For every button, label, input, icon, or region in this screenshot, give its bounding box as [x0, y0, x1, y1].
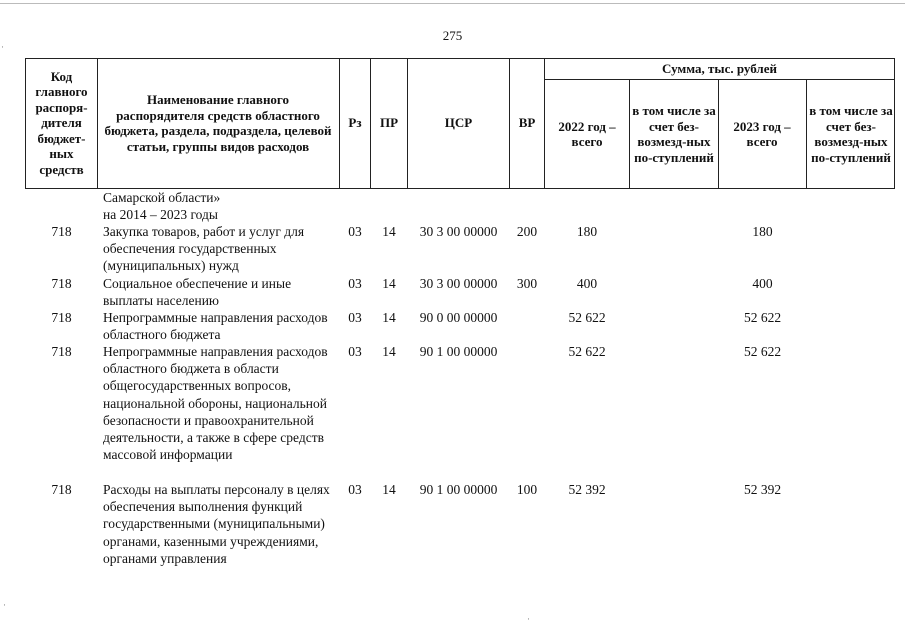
- row-rz: 03: [348, 224, 362, 239]
- row-name: Непрограммные направления расходов областного бюджета: [103, 310, 328, 343]
- header-sum: Сумма, тыс. рублей: [662, 60, 777, 76]
- col-divider: [806, 80, 807, 189]
- row-csr: 90 1 00 00000: [419, 344, 498, 359]
- row-2023-total: 180: [752, 224, 773, 239]
- header-2023-total: 2023 год – всего: [733, 118, 791, 149]
- row-2022-total: 52 392: [568, 482, 606, 497]
- row-csr: 30 3 00 00000: [419, 276, 498, 291]
- header-code: Код главного распоря-дителя бюджет-ных средств: [35, 68, 88, 177]
- header-csr: ЦСР: [444, 115, 473, 131]
- header-rz: Рз: [348, 115, 362, 131]
- col-divider: [629, 80, 630, 189]
- col-divider: [718, 80, 719, 189]
- row-code: 718: [51, 482, 72, 497]
- row-pr: 14: [382, 224, 396, 239]
- row-rz: 03: [348, 482, 362, 497]
- scan-speck: ·: [1, 42, 4, 52]
- row-2022-total: 180: [576, 224, 598, 239]
- page-number: 275: [442, 28, 463, 43]
- row-name: Самарской области» на 2014 – 2023 годы: [103, 190, 221, 223]
- row-rz: 03: [348, 276, 362, 291]
- row-pr: 14: [382, 310, 396, 325]
- row-pr: 14: [382, 482, 396, 497]
- row-name: Непрограммные направления расходов областного бюджета в области общегосударственных вопросов, национальной обороны, национальной безопасности и правоохранительной деятельности, а также в сфере средств массовой информации: [103, 344, 328, 463]
- header-name: Наименование главного распорядителя средств областного бюджета, раздела, подраздела, целевой статьи, группы видов расходов: [104, 92, 332, 154]
- row-2022-total: 52 622: [568, 344, 606, 359]
- row-code: 718: [51, 310, 72, 325]
- header-pr: ПР: [379, 115, 399, 131]
- row-code: 718: [51, 276, 72, 291]
- header-vr: ВР: [518, 115, 536, 131]
- row-csr: 30 3 00 00000: [419, 224, 498, 239]
- row-vr: 200: [516, 224, 538, 239]
- row-2022-total: 400: [576, 276, 598, 291]
- col-divider: [25, 58, 26, 189]
- col-divider: [894, 58, 895, 189]
- row-2023-total: 52 392: [743, 482, 782, 497]
- header-2022-incl: в том числе за счет без-возмезд-ных по-ступлений: [632, 103, 716, 165]
- row-name: Социальное обеспечение и иные выплаты населению: [103, 276, 292, 309]
- row-vr: 300: [516, 276, 538, 291]
- row-2023-total: 52 622: [743, 344, 782, 359]
- row-csr: 90 1 00 00000: [419, 482, 498, 497]
- row-rz: 03: [348, 344, 362, 359]
- row-name: Расходы на выплаты персоналу в целях обеспечения выполнения функций государственными (муниципальными) органами, казенными учреждениями, органами управления: [103, 482, 330, 566]
- row-code: 718: [51, 224, 72, 239]
- page-top-rule: [0, 3, 905, 4]
- col-divider: [97, 58, 98, 189]
- row-2023-total: 400: [752, 276, 773, 291]
- scan-speck: ·: [527, 614, 530, 624]
- row-vr: 100: [516, 482, 538, 497]
- row-rz: 03: [348, 310, 362, 325]
- row-pr: 14: [382, 276, 396, 291]
- scan-speck: ·: [3, 600, 6, 610]
- row-2022-total: 52 622: [568, 310, 606, 325]
- header-2023-incl: в том числе за счет без-возмезд-ных по-ступлений: [809, 103, 893, 165]
- header-2022-total: 2022 год – всего: [558, 118, 616, 149]
- row-pr: 14: [382, 344, 396, 359]
- row-csr: 90 0 00 00000: [419, 310, 498, 325]
- row-name: Закупка товаров, работ и услуг для обеспечения государственных (муниципальных) нужд: [103, 224, 305, 274]
- row-code: 718: [51, 344, 72, 359]
- row-2023-total: 52 622: [743, 310, 782, 325]
